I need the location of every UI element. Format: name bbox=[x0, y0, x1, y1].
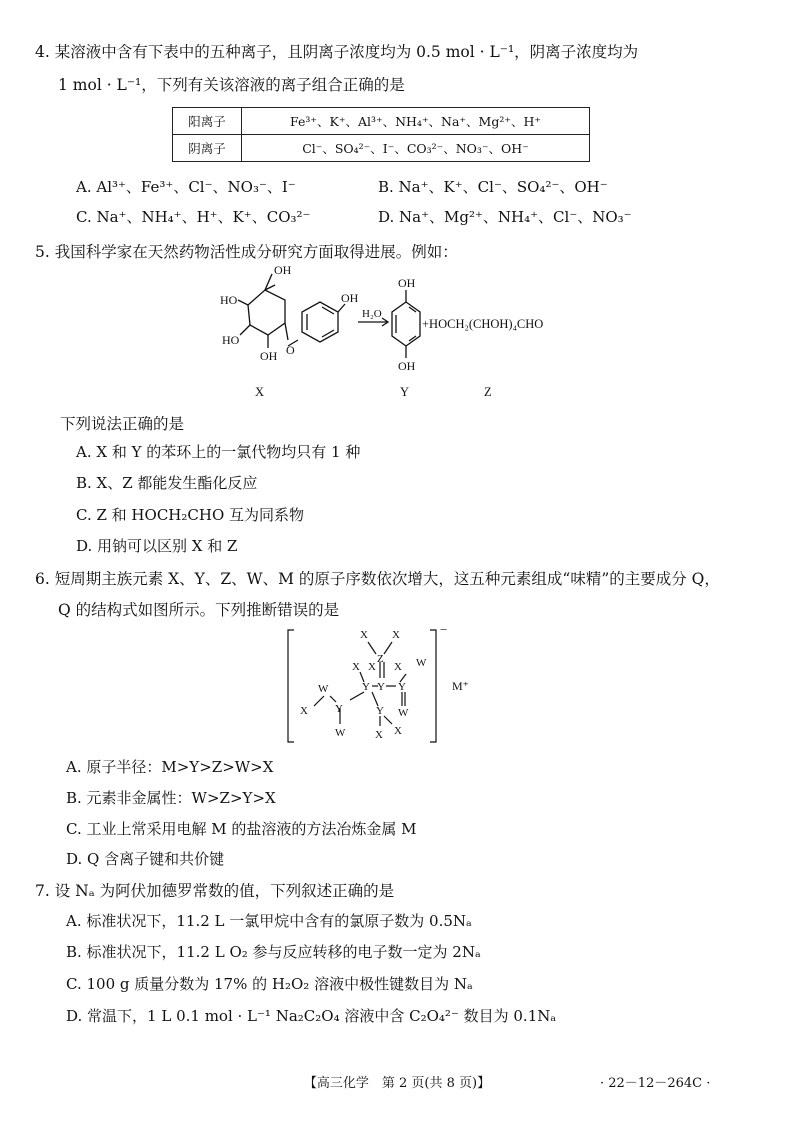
ho-label-2: HO bbox=[222, 333, 240, 347]
exam-code: · 22－12－264C · bbox=[600, 1076, 711, 1091]
atom-x: X bbox=[352, 661, 360, 673]
atom-y: Y bbox=[362, 681, 370, 693]
q6-stem-line1: 6. 短周期主族元素 X、Y、Z、W、M 的原子序数依次增大，这五种元素组成“味精”的主要成分 Q， bbox=[35, 570, 720, 588]
page-footer: 【高三化学 第 2 页(共 8 页)】 bbox=[303, 1076, 491, 1091]
oh-label-3: OH bbox=[260, 349, 278, 363]
cation-row bbox=[173, 108, 590, 135]
atom-x: X bbox=[392, 629, 400, 641]
q6-stem-line2: Q 的结构式如图所示。下列推断错误的是 bbox=[58, 601, 340, 619]
q7-option-d: D. 常温下，1 L 0.1 mol · L⁻¹ Na₂C₂O₄ 溶液中含 C₂O₄²⁻ 数目为 0.1Nₐ bbox=[66, 1007, 557, 1025]
ho-label-1: HO bbox=[220, 293, 238, 307]
reagent-label: H₂O bbox=[362, 308, 382, 320]
q5-option-d: D. 用钠可以区别 X 和 Z bbox=[76, 537, 238, 555]
anion-label: 阴离子 bbox=[173, 135, 242, 162]
q4-stem-line2: 1 mol · L⁻¹，下列有关该溶液的离子组合正确的是 bbox=[58, 76, 405, 94]
q7-stem: 7. 设 Nₐ 为阿伏加德罗常数的值，下列叙述正确的是 bbox=[35, 882, 395, 900]
bond bbox=[368, 642, 376, 654]
q4-option-a: A. Al³⁺、Fe³⁺、Cl⁻、NO₃⁻、I⁻ bbox=[76, 178, 296, 196]
structure-q bbox=[280, 620, 510, 750]
atom-x: X bbox=[375, 729, 383, 741]
phenol-oh-bond bbox=[338, 304, 345, 312]
sugar-ring bbox=[248, 290, 285, 335]
bond bbox=[314, 696, 324, 706]
atom-w: W bbox=[416, 657, 427, 669]
q6-option-a: A. 原子半径：M>Y>Z>W>X bbox=[66, 758, 274, 776]
q4-stem-line1: 4. 某溶液中含有下表中的五种离子，且阴离子浓度均为 0.5 mol · L⁻¹，阴离子浓度均为 bbox=[35, 43, 639, 61]
atom-z: Z bbox=[377, 653, 384, 665]
q4-option-d: D. Na⁺、Mg²⁺、NH₄⁺、Cl⁻、NO₃⁻ bbox=[378, 208, 632, 226]
q7-option-a: A. 标准状况下，11.2 L 一氯甲烷中含有的氯原子数为 0.5Nₐ bbox=[66, 912, 472, 930]
atom-y: Y bbox=[376, 705, 384, 717]
atom-x: X bbox=[394, 661, 402, 673]
cation-values: Fe³⁺、K⁺、Al³⁺、NH₄⁺、Na⁺、Mg²⁺、H⁺ bbox=[242, 108, 590, 135]
anion-charge: − bbox=[440, 622, 448, 637]
glycoside-bond bbox=[285, 323, 288, 340]
atom-x: X bbox=[300, 705, 308, 717]
bond bbox=[384, 716, 392, 724]
atom-w: W bbox=[398, 707, 409, 719]
ether-o-label: O bbox=[286, 343, 295, 357]
q5-stem: 下列说法正确的是 bbox=[60, 415, 185, 433]
ho-bond-2 bbox=[240, 325, 250, 335]
q5-option-a: A. X 和 Y 的苯环上的一氯代物均只有 1 种 bbox=[76, 443, 361, 461]
y-oh-top-label: OH bbox=[398, 276, 416, 290]
bond bbox=[330, 696, 336, 702]
label-x: X bbox=[255, 385, 265, 399]
atom-y: Y bbox=[335, 703, 343, 715]
bond bbox=[372, 692, 378, 706]
right-bracket bbox=[430, 630, 436, 742]
atom-x: X bbox=[360, 629, 368, 641]
atom-y: Y bbox=[398, 681, 406, 693]
atom-y: Y bbox=[377, 681, 385, 693]
reaction-scheme bbox=[210, 260, 610, 400]
atom-w: W bbox=[335, 727, 346, 739]
anion-row bbox=[173, 135, 590, 162]
q6-option-c: C. 工业上常采用电解 M 的盐溶液的方法冶炼金属 M bbox=[66, 820, 417, 838]
q5-stem-line1: 5. 我国科学家在天然药物活性成分研究方面取得进展。例如： bbox=[35, 243, 458, 261]
ho-bond-1 bbox=[238, 300, 248, 305]
left-bracket bbox=[288, 630, 294, 742]
cation-label: 阳离子 bbox=[173, 108, 242, 135]
counter-ion: M⁺ bbox=[452, 679, 470, 693]
z-formula: +HOCH₂(CHOH)₄CHO bbox=[422, 317, 544, 331]
bond bbox=[350, 692, 364, 700]
q6-option-b: B. 元素非金属性：W>Z>Y>X bbox=[66, 789, 276, 807]
q7-option-c: C. 100 g 质量分数为 17% 的 H₂O₂ 溶液中极性键数目为 Nₐ bbox=[66, 975, 473, 993]
y-oh-bottom-label: OH bbox=[398, 359, 416, 373]
bond bbox=[384, 642, 392, 654]
q7-option-b: B. 标准状况下，11.2 L O₂ 参与反应转移的电子数一定为 2Nₐ bbox=[66, 943, 481, 961]
q4-option-c: C. Na⁺、NH₄⁺、H⁺、K⁺、CO₃²⁻ bbox=[76, 208, 311, 226]
label-z: Z bbox=[484, 385, 492, 399]
atom-w: W bbox=[318, 683, 329, 695]
atom-x: X bbox=[394, 725, 402, 737]
anion-values: Cl⁻、SO₄²⁻、I⁻、CO₃²⁻、NO₃⁻、OH⁻ bbox=[242, 135, 590, 162]
label-y: Y bbox=[400, 385, 410, 399]
q4-option-b: B. Na⁺、K⁺、Cl⁻、SO₄²⁻、OH⁻ bbox=[378, 178, 608, 196]
q5-option-c: C. Z 和 HOCH₂CHO 互为同系物 bbox=[76, 506, 305, 524]
q6-option-d: D. Q 含离子键和共价键 bbox=[66, 850, 225, 868]
q5-option-b: B. X、Z 都能发生酯化反应 bbox=[76, 474, 258, 492]
phenol-oh-label: OH bbox=[341, 291, 359, 305]
ch2oh-label: OH bbox=[274, 263, 292, 277]
ion-table bbox=[172, 107, 590, 162]
atom-x: X bbox=[368, 661, 376, 673]
